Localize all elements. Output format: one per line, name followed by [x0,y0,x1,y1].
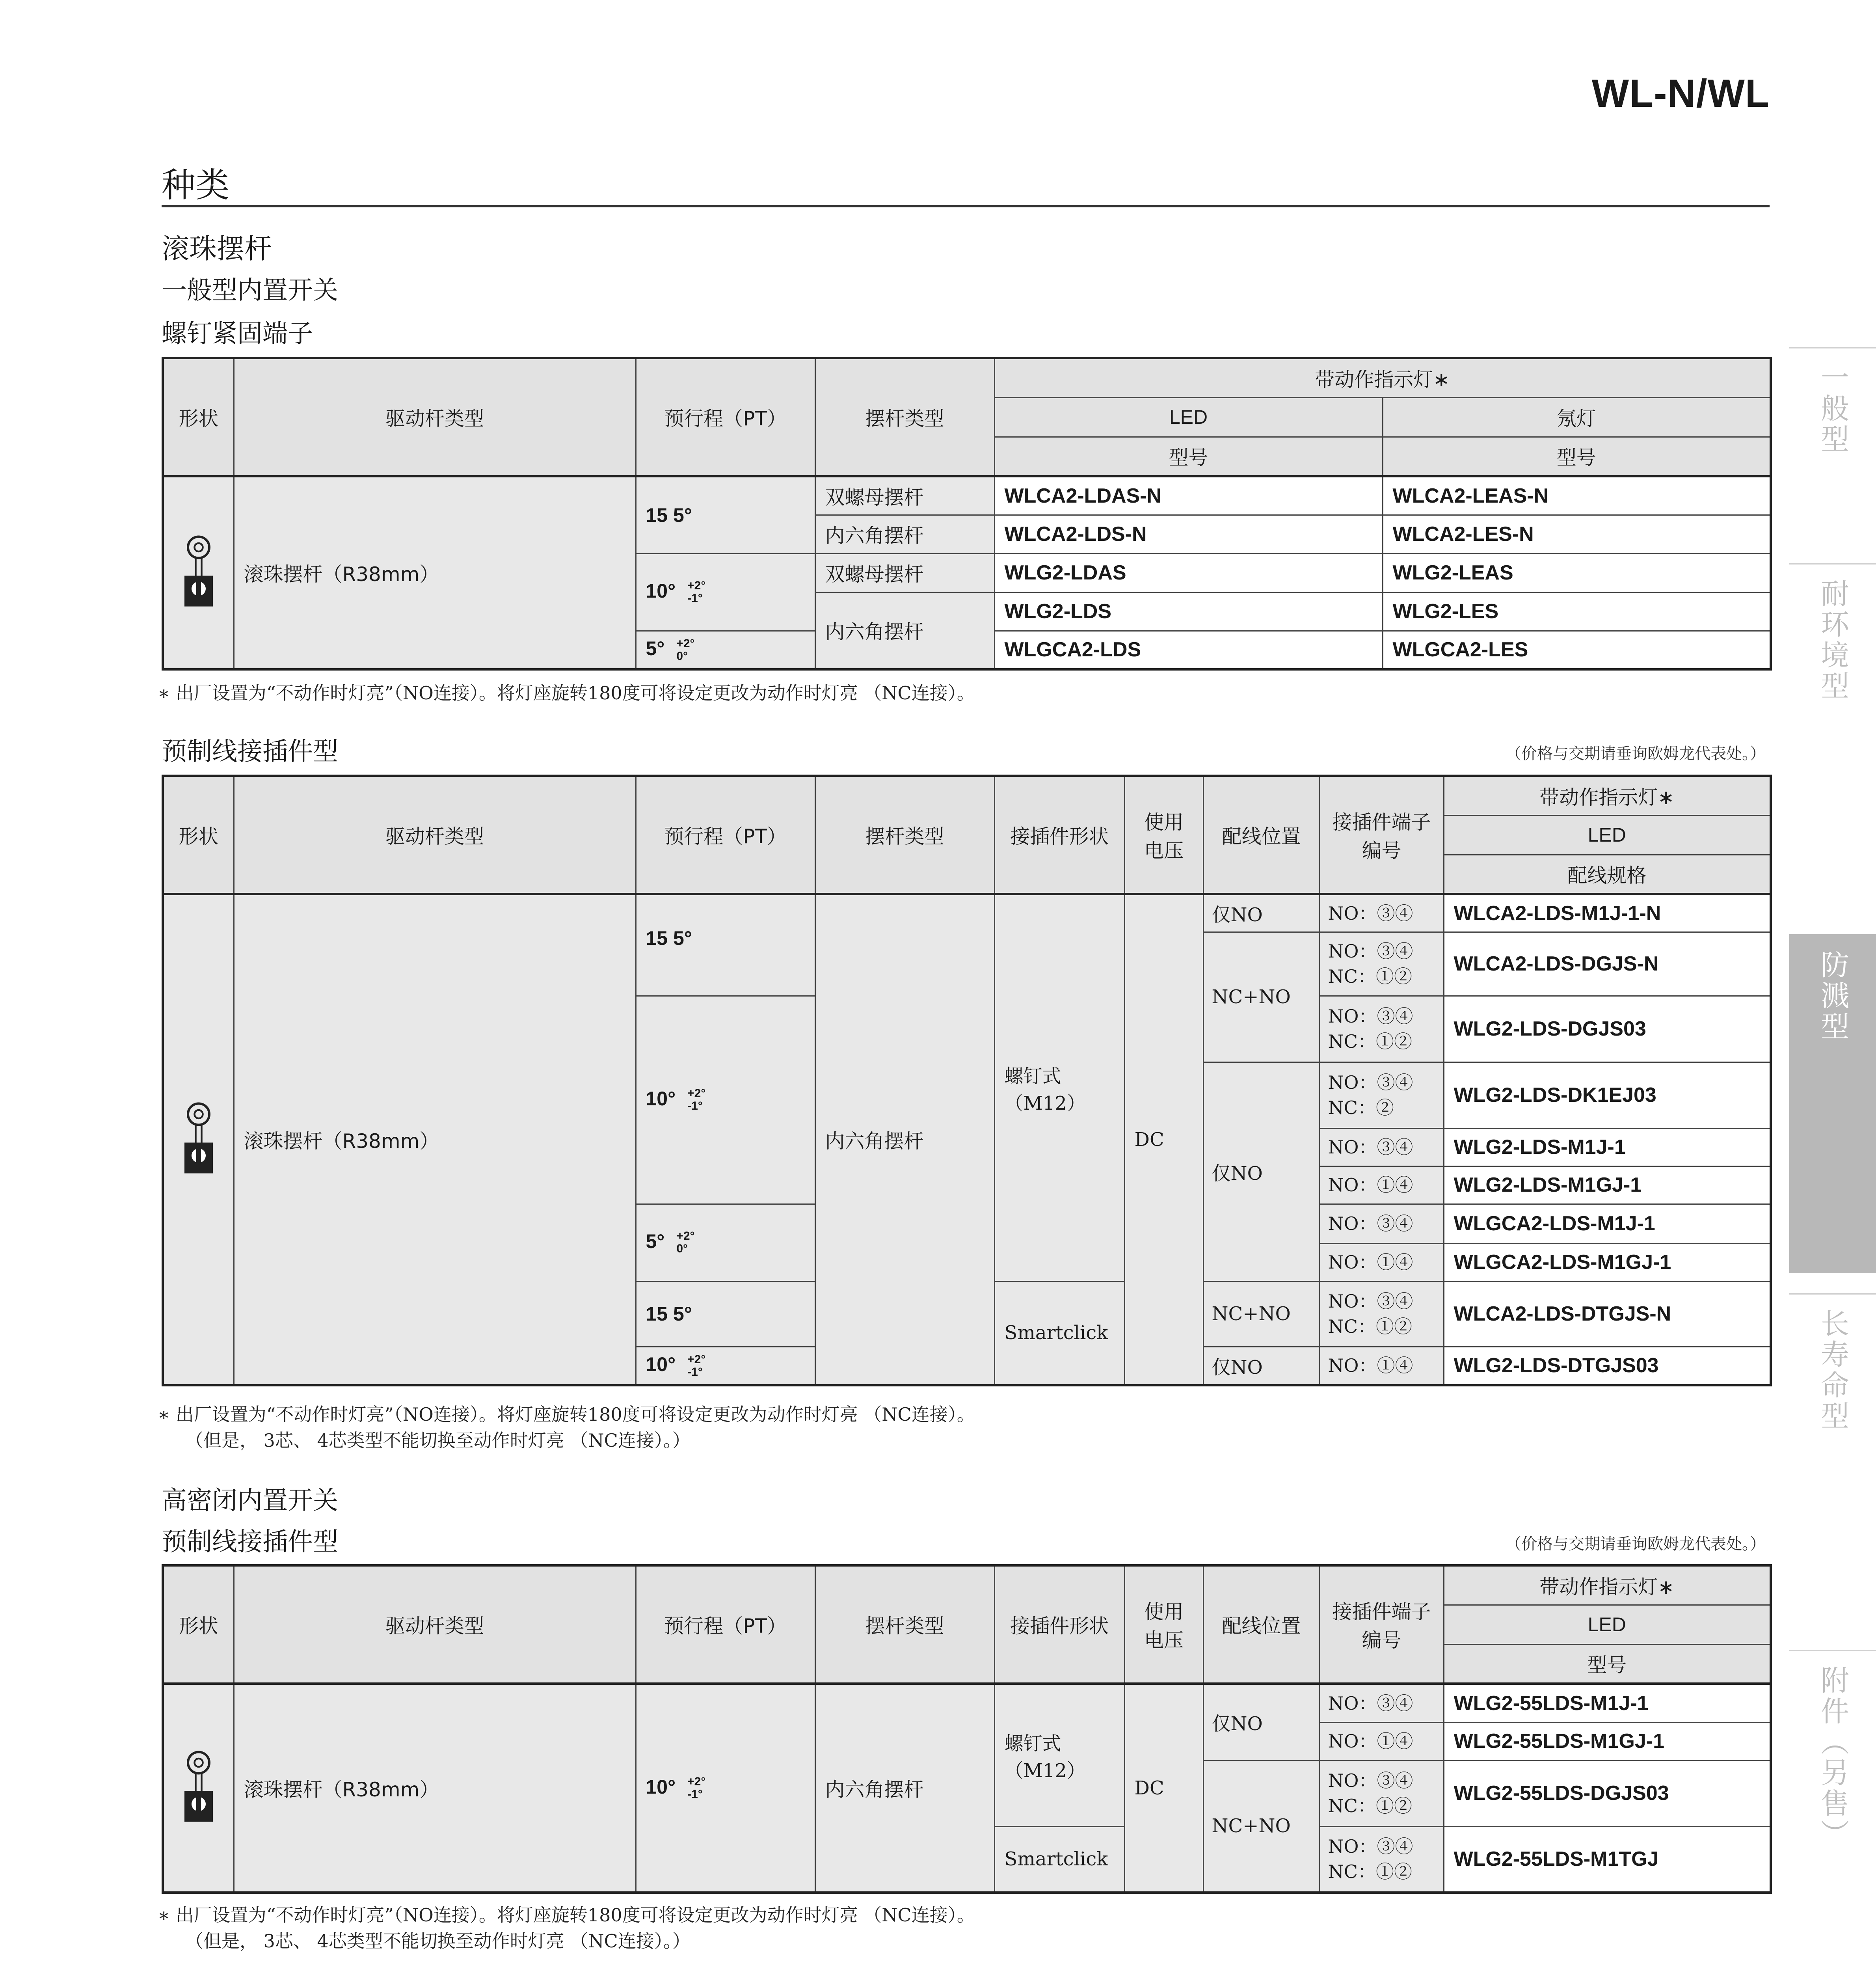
tolerance-line: +2° [687,579,706,592]
voltage-cell: DC [1124,1684,1203,1893]
pt-15-cell: 15 5° [636,1281,815,1347]
section3-price-note: （价格与交期请垂询欧姆龙代表处。） [1506,1535,1766,1553]
col-terminal: 接插件端子编号 [1320,776,1444,894]
terminal-cell: NO：③④ NC：①② [1320,932,1444,996]
col-neon-model: 型号 [1383,437,1771,476]
connector-smartclick-cell: Smartclick [994,1826,1124,1893]
pt-10-tolerance [687,579,711,605]
roller-lever-icon [181,1749,216,1828]
col-connector: 接插件形状 [994,776,1124,894]
col-actuator: 驱动杆类型 [234,358,636,476]
connector-smartclick-cell: Smartclick [994,1281,1124,1385]
tolerance-line: +2° [676,637,695,650]
tolerance-line: -1° [687,1788,703,1801]
terminal-cell: NO：①④ [1320,1722,1444,1760]
model-cell: WLCA2-LDS-M1J-1-N [1444,894,1771,932]
pt-5-cell [636,1204,815,1281]
col-shape: 形状 [163,358,234,476]
side-tab-splashproof[interactable] [1789,934,1876,1273]
terminal-cell: NO：③④ [1320,1128,1444,1166]
terminal-cell: NO：①④ [1320,1243,1444,1281]
wiring-ncno-cell: NC+NO [1203,1281,1320,1347]
wiring-no-cell: 仅NO [1203,894,1320,932]
wiring-ncno-cell: NC+NO [1203,932,1320,1062]
tolerance-line: -1° [687,1099,703,1113]
model-cell: WLG2-LDS-M1GJ-1 [1444,1166,1771,1204]
led-model: WLGCA2-LDS [994,631,1383,669]
tolerance-line: +2° [687,1353,706,1366]
lever-hex-cell: 内六角摆杆 [815,592,994,669]
col-wiring: 配线位置 [1203,776,1320,894]
table-screw-terminal [162,357,1772,671]
tolerance-line: +2° [676,1230,695,1243]
neon-model: WLG2-LES [1383,592,1771,631]
terminal-cell: NO：③④ NC：①② [1320,1826,1444,1893]
terminal-cell: NO：③④ NC：①② [1320,1760,1444,1826]
terminal-cell: NO：①④ [1320,1347,1444,1385]
pt-10-value: 10° [646,1353,676,1375]
model-cell: WLCA2-LDS-DTGJS-N [1444,1281,1771,1347]
section3-subtitle: 预制线接插件型 [162,1528,338,1557]
side-tab-label: 一般型 [1816,363,1849,455]
section3-note-2: （但是， 3芯、 4芯类型不能切换至动作时灯亮 （NC连接）。） [185,1930,690,1952]
terminal-cell: NO：③④ NC：①② [1320,1281,1444,1347]
roller-lever-icon [181,533,216,612]
section2-title: 预制线接插件型 [162,737,338,766]
lever-double-nut-cell: 双螺母摆杆 [815,476,994,515]
terminal-cell: NO：①④ [1320,1166,1444,1204]
led-model: WLG2-LDS [994,592,1383,631]
neon-model: WLGCA2-LES [1383,631,1771,669]
table-high-seal-connector [162,1564,1772,1894]
tolerance-line: 0° [676,1242,688,1256]
col-voltage: 使用电压 [1124,776,1203,894]
table-prewired-connector [162,775,1772,1386]
lever-hex-cell: 内六角摆杆 [815,1684,994,1893]
side-tab-label: 附件（另售） [1816,1665,1849,1850]
actuator-cell: 滚珠摆杆（R38mm） [234,476,636,669]
model-cell: WLG2-LDS-DGJS03 [1444,996,1771,1062]
col-indicator: 带动作指示灯∗ [994,358,1771,397]
model-cell: WLG2-LDS-DK1EJ03 [1444,1062,1771,1128]
model-cell: WLG2-55LDS-DGJS03 [1444,1760,1771,1826]
section1-title: 滚珠摆杆 [162,233,272,265]
col-led: LED [1444,1605,1771,1644]
col-lever: 摆杆类型 [815,776,994,894]
pt-10-value: 10° [646,1087,676,1110]
actuator-cell: 滚珠摆杆（R38mm） [234,894,636,1385]
tolerance-line: +2° [687,1775,706,1788]
col-pt: 预行程（PT） [636,1565,815,1684]
col-led: LED [994,397,1383,437]
tolerance-line: +2° [687,1087,706,1100]
col-indicator: 带动作指示灯∗ [1444,776,1771,815]
terminal-cell: NO：③④ [1320,1204,1444,1243]
col-pt: 预行程（PT） [636,358,815,476]
col-shape: 形状 [163,776,234,894]
pt-15-cell: 15 5° [636,476,815,553]
terminal-cell: NO：③④ [1320,894,1444,932]
pt-10-value: 10° [646,1775,676,1798]
neon-model: WLCA2-LES-N [1383,515,1771,553]
connector-screw-cell: 螺钉式（M12） [994,1684,1124,1826]
pt-10-cell [636,1347,815,1385]
model-cell: WLG2-LDS-DTGJS03 [1444,1347,1771,1385]
roller-lever-shape-cell [163,476,234,669]
col-shape: 形状 [163,1565,234,1684]
pt-5-value: 5° [646,1230,665,1252]
led-model: WLCA2-LDAS-N [994,476,1383,515]
side-tab-label: 长寿命型 [1816,1309,1849,1432]
neon-model: WLG2-LEAS [1383,553,1771,592]
side-tab-long-life[interactable] [1789,1293,1876,1640]
pt-10-tolerance [687,1775,711,1801]
actuator-cell: 滚珠摆杆（R38mm） [234,1684,636,1893]
terminal-cell: NO：③④ NC：①② [1320,996,1444,1062]
col-connector: 接插件形状 [994,1565,1124,1684]
model-cell: WLG2-55LDS-M1GJ-1 [1444,1722,1771,1760]
pt-5-value: 5° [646,637,665,659]
model-cell: WLCA2-LDS-DGJS-N [1444,932,1771,996]
pt-5-tolerance [676,637,700,663]
tolerance-line: 0° [676,649,688,663]
pt-15-cell: 15 5° [636,894,815,996]
page-heading: 种类 [162,166,229,205]
side-tab-label: 耐环境型 [1816,579,1849,702]
pt-5-cell [636,631,815,669]
col-pt: 预行程（PT） [636,776,815,894]
model-cell: WLG2-55LDS-M1J-1 [1444,1684,1771,1722]
section2-note-2: （但是， 3芯、 4芯类型不能切换至动作时灯亮 （NC连接）。） [185,1430,690,1451]
pt-10-tolerance [687,1353,711,1379]
roller-lever-shape-cell [163,1684,234,1893]
roller-lever-shape-cell [163,894,234,1385]
col-spec: 配线规格 [1444,855,1771,894]
col-model: 型号 [1444,1644,1771,1684]
roller-lever-icon [181,1100,216,1179]
section1-subtitle: 一般型内置开关 [162,276,338,305]
pt-10-value: 10° [646,579,676,602]
voltage-cell: DC [1124,894,1203,1385]
section1-note: ∗ 出厂设置为“不动作时灯亮”（NO连接）。将灯座旋转180度可将设定更改为动作时灯亮 （NC连接）。 [158,682,975,704]
pt-10-cell [636,996,815,1204]
col-indicator: 带动作指示灯∗ [1444,1565,1771,1605]
col-lever: 摆杆类型 [815,358,994,476]
col-neon: 氖灯 [1383,397,1771,437]
model-cell: WLGCA2-LDS-M1J-1 [1444,1204,1771,1243]
connector-screw-cell: 螺钉式（M12） [994,894,1124,1281]
lever-hex-cell: 内六角摆杆 [815,515,994,553]
model-cell: WLG2-LDS-M1J-1 [1444,1128,1771,1166]
lever-double-nut-cell: 双螺母摆杆 [815,553,994,592]
col-actuator: 驱动杆类型 [234,776,636,894]
heading-rule [162,205,1770,207]
section1-sub2: 螺钉紧固端子 [162,319,313,348]
led-model: WLCA2-LDS-N [994,515,1383,553]
side-tab-label: 防溅型 [1816,950,1849,1042]
col-terminal: 接插件端子编号 [1320,1565,1444,1684]
pt-5-tolerance [676,1230,700,1255]
side-tab-environment[interactable] [1789,563,1876,910]
col-voltage: 使用电压 [1124,1565,1203,1684]
wiring-no-cell: 仅NO [1203,1062,1320,1281]
side-tab-accessories[interactable] [1789,1650,1876,1971]
terminal-cell: NO：③④ [1320,1684,1444,1722]
led-model: WLG2-LDAS [994,553,1383,592]
section3-note-1: ∗ 出厂设置为“不动作时灯亮”（NO连接）。将灯座旋转180度可将设定更改为动作时灯亮 （NC连接）。 [158,1904,975,1926]
tolerance-line: -1° [687,1365,703,1379]
col-led: LED [1444,815,1771,855]
col-actuator: 驱动杆类型 [234,1565,636,1684]
wiring-no-cell: 仅NO [1203,1347,1320,1385]
terminal-cell: NO：③④ NC：② [1320,1062,1444,1128]
section2-note-1: ∗ 出厂设置为“不动作时灯亮”（NO连接）。将灯座旋转180度可将设定更改为动作时灯亮 （NC连接）。 [158,1404,975,1425]
col-led-model: 型号 [994,437,1383,476]
col-wiring: 配线位置 [1203,1565,1320,1684]
pt-10-tolerance [687,1087,711,1112]
pt-10-cell [636,1684,815,1893]
neon-model: WLCA2-LEAS-N [1383,476,1771,515]
section2-price-note: （价格与交期请垂询欧姆龙代表处。） [1506,745,1766,763]
series-title: WL-N/WL [1591,71,1770,116]
lever-hex-cell: 内六角摆杆 [815,894,994,1385]
section3-title: 高密闭内置开关 [162,1486,338,1515]
wiring-ncno-cell: NC+NO [1203,1760,1320,1893]
pt-10-cell [636,553,815,631]
col-lever: 摆杆类型 [815,1565,994,1684]
tolerance-line: -1° [687,592,703,605]
model-cell: WLGCA2-LDS-M1GJ-1 [1444,1243,1771,1281]
model-cell: WLG2-55LDS-M1TGJ [1444,1826,1771,1893]
wiring-no-cell: 仅NO [1203,1684,1320,1760]
